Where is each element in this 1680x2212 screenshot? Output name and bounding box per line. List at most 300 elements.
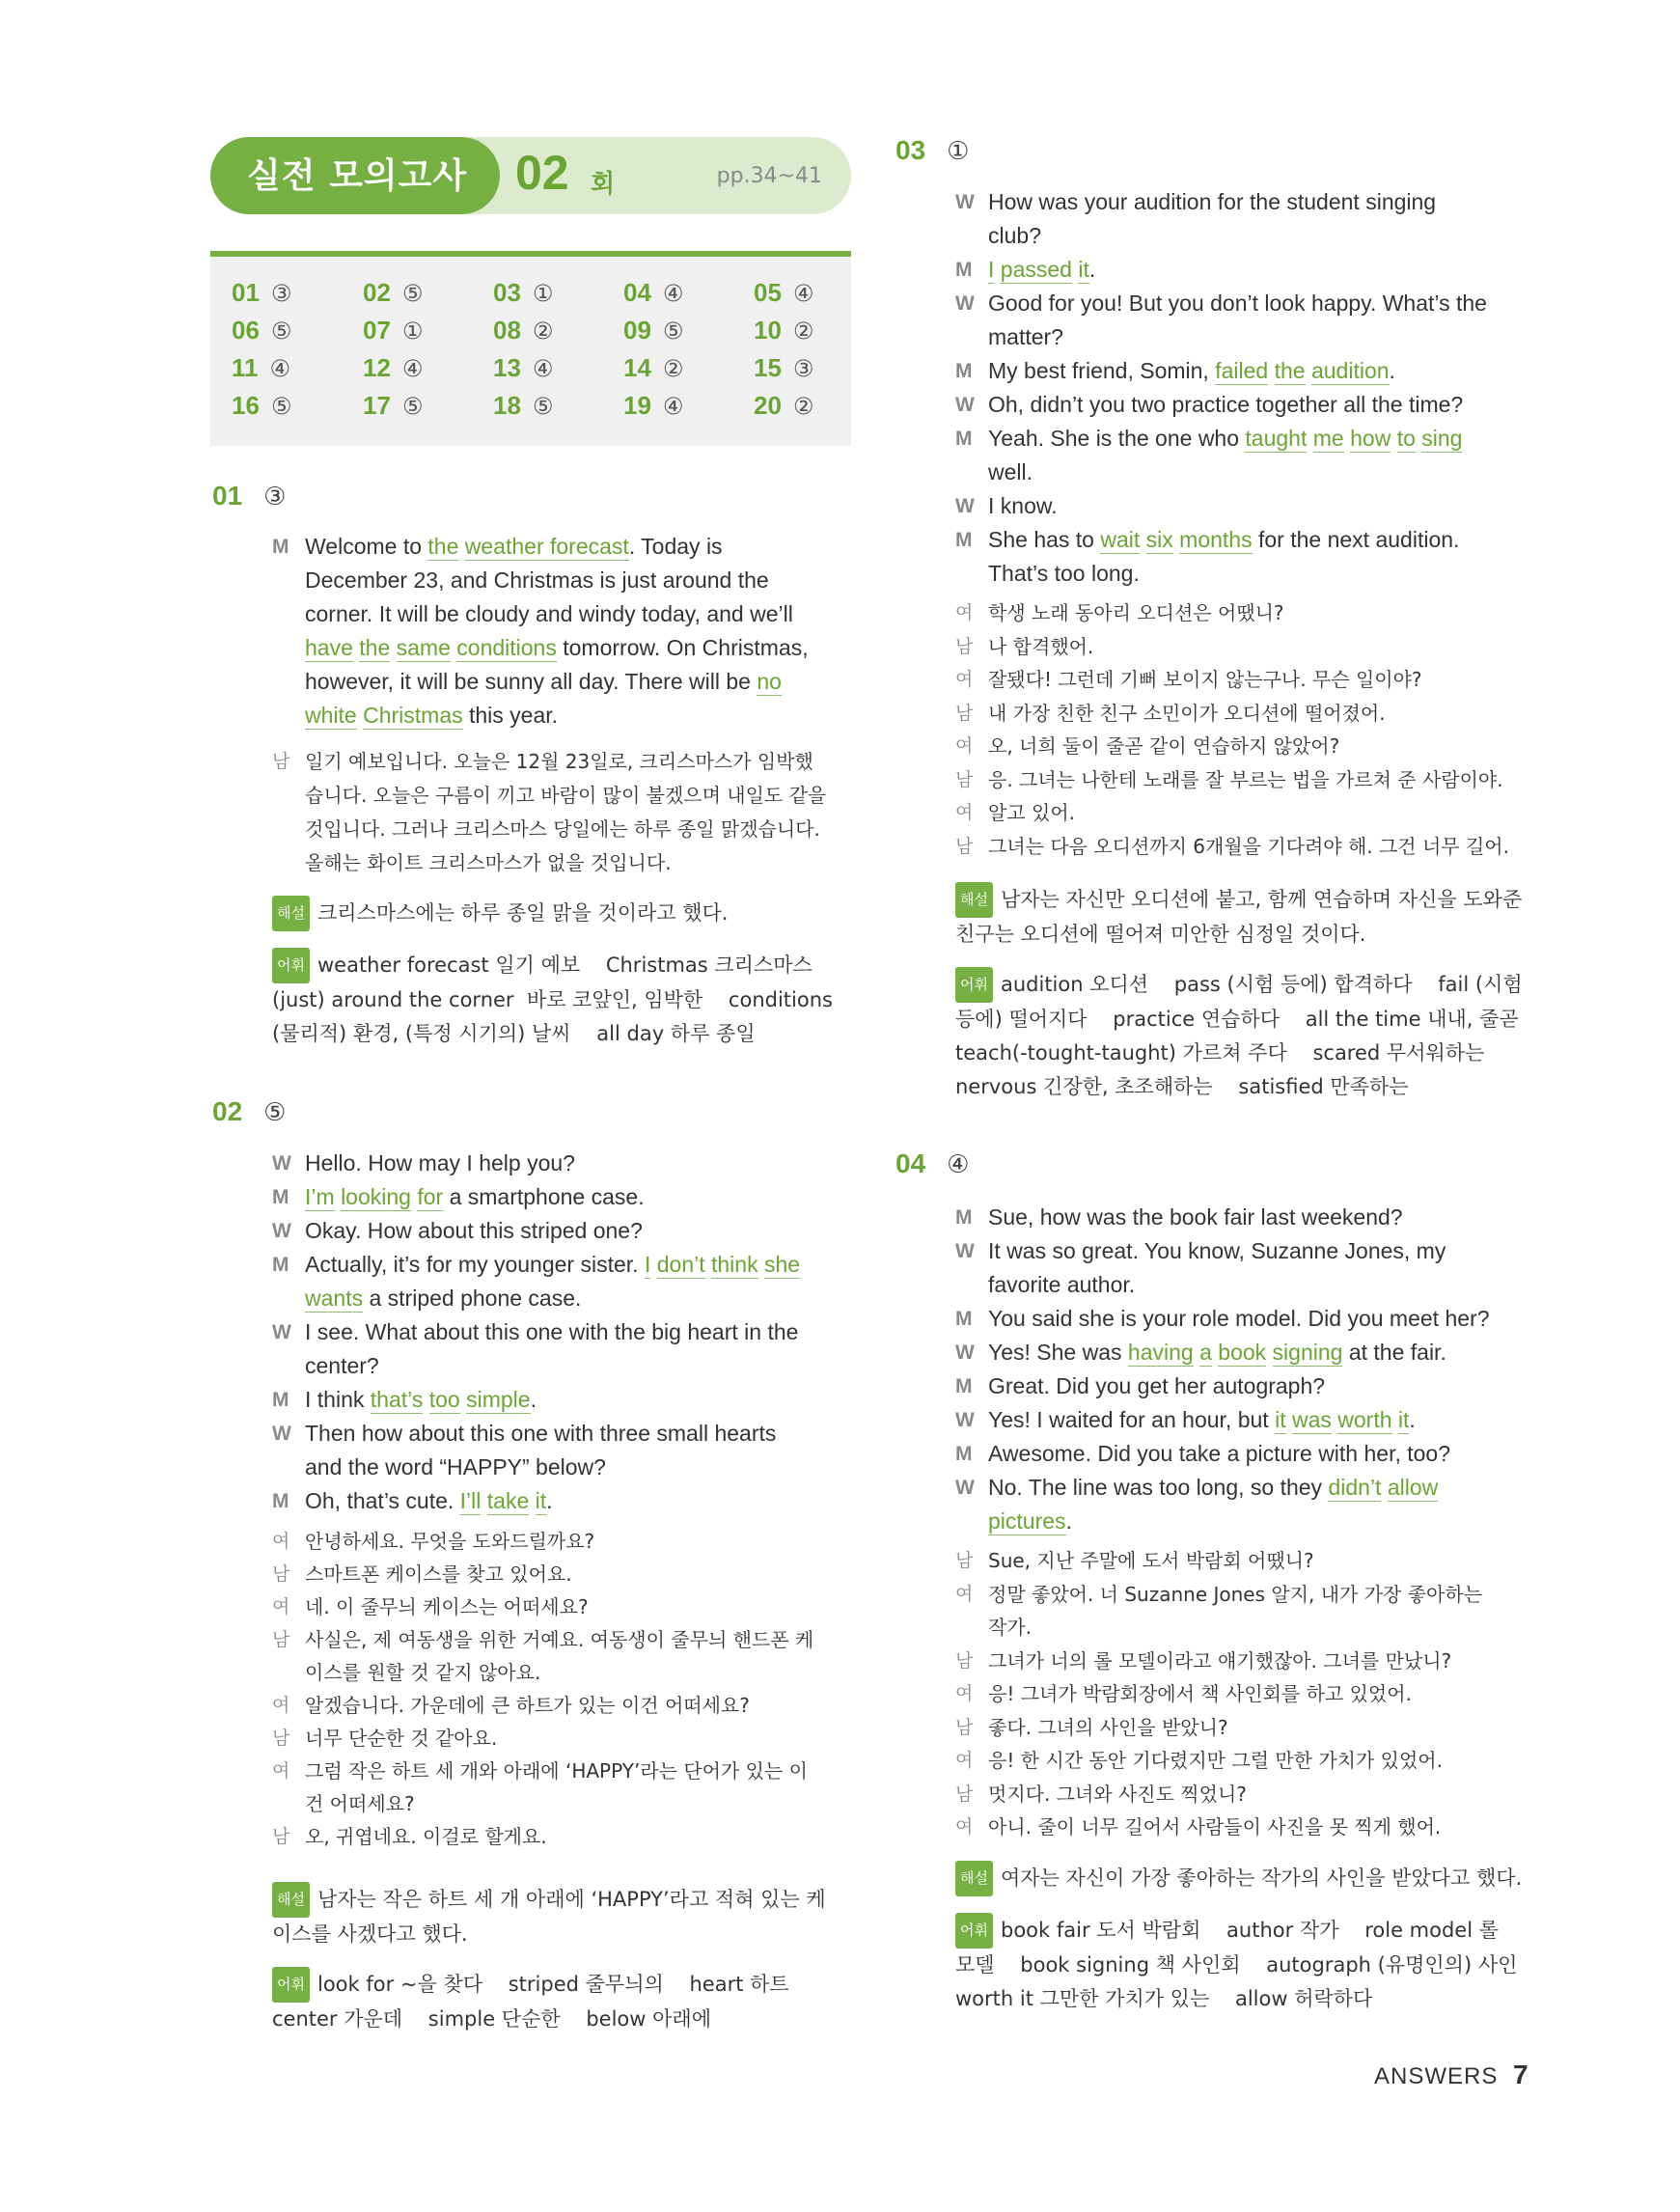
text-run xyxy=(481,1488,486,1513)
translation-text: 사실은, 제 여동생을 위한 거예요. 여동생이 줄무늬 핸드폰 케 xyxy=(305,1628,814,1651)
text-run: Oh, didn’t you two practice together all the time? xyxy=(988,392,1464,417)
translation-line xyxy=(272,1820,870,1853)
key-phrase: taught xyxy=(1245,426,1308,451)
speaker-label: M xyxy=(272,1254,289,1276)
key-phrase: it xyxy=(535,1488,547,1513)
answer-question-number: 17 xyxy=(363,391,391,420)
translation-line xyxy=(955,630,1573,664)
key-phrase: was xyxy=(1291,1407,1332,1432)
translation-line xyxy=(955,596,1573,630)
answer-choice: ③ xyxy=(792,355,814,382)
vocabulary-tag: 어휘 xyxy=(272,1967,310,2003)
dialogue-line xyxy=(955,422,1573,456)
translation-text: 응! 한 시간 동안 기다렸지만 그럴 만한 가치가 있었어. xyxy=(988,1749,1443,1772)
speaker-label-kor: 여 xyxy=(272,1695,290,1716)
answer-cell xyxy=(232,316,291,346)
dialogue-line xyxy=(955,1471,1573,1505)
speaker-label-kor: 여 xyxy=(272,1596,290,1618)
dialogue-text xyxy=(988,1234,1446,1268)
explanation-tag: 해설 xyxy=(272,1882,310,1918)
answer-choice: ① xyxy=(401,318,424,345)
answer-choice: ⑤ xyxy=(401,393,424,420)
key-phrase: me xyxy=(1312,426,1344,451)
speaker-label: M xyxy=(955,529,973,551)
key-phrase: to xyxy=(1396,426,1416,451)
dialogue-text xyxy=(988,287,1487,320)
text-run xyxy=(650,1252,656,1277)
key-phrase: worth xyxy=(1337,1407,1392,1432)
text-run: . xyxy=(530,1387,537,1412)
speaker-label-kor: 남 xyxy=(955,835,974,857)
speaker-label: W xyxy=(955,495,975,517)
translation-line xyxy=(272,1755,870,1787)
answer-cell xyxy=(623,391,683,421)
key-phrase: I xyxy=(988,257,995,282)
dialogue-text xyxy=(305,1248,800,1282)
vocabulary-line: nervous 긴장한, 초조해하는 satisfied 만족하는 xyxy=(955,1075,1409,1098)
text-run: . xyxy=(546,1488,553,1513)
translation-text: 그럼 작은 하트 세 개와 아래에 ‘HAPPY’라는 단어가 있는 이 xyxy=(305,1759,808,1783)
answer-choice: ⑤ xyxy=(270,318,292,345)
text-run: matter? xyxy=(988,324,1063,349)
vocabulary-line: (물리적) 환경, (특정 시기의) 날씨 all day 하루 종일 xyxy=(272,1022,756,1045)
dialogue-line xyxy=(955,253,1573,287)
translation-line xyxy=(955,1578,1573,1612)
q03-explanation xyxy=(955,882,1573,952)
key-phrase: six xyxy=(1145,527,1173,552)
text-run: club? xyxy=(988,223,1041,248)
speaker-label: W xyxy=(955,1341,975,1364)
vocabulary-line: 등에) 떨어지다 practice 연습하다 all the time 내내, 줄곧 xyxy=(955,1008,1519,1031)
page-range: pp.34~41 xyxy=(716,164,822,188)
key-phrase: sing xyxy=(1421,426,1463,451)
key-phrase: simple xyxy=(466,1387,531,1412)
text-run: She has to xyxy=(988,527,1101,552)
q01-vocabulary xyxy=(272,948,870,1051)
translation-line xyxy=(955,1711,1573,1745)
text-run: Hello. How may I help you? xyxy=(305,1150,575,1175)
text-run: . xyxy=(1088,257,1096,282)
speaker-label-kor: 여 xyxy=(272,1760,290,1782)
speaker-label-kor: 여 xyxy=(955,1816,974,1838)
key-phrase: no xyxy=(757,669,782,694)
key-phrase: I xyxy=(644,1252,651,1277)
vocabulary-line: weather forecast 일기 예보 Christmas 크리스마스 xyxy=(317,954,812,977)
text-run: Oh, that’s cute. xyxy=(305,1488,460,1513)
key-phrase: a xyxy=(1199,1340,1212,1365)
key-phrase: too xyxy=(428,1387,460,1412)
speaker-label-kor: 남 xyxy=(272,751,290,772)
dialogue-text xyxy=(988,1471,1438,1505)
q02-dialogue xyxy=(272,1147,870,1518)
text-run xyxy=(1140,527,1145,552)
question-02-heading xyxy=(212,1096,286,1127)
dialogue-text xyxy=(988,523,1459,557)
speaker-label: W xyxy=(272,1423,291,1445)
explanation-tag: 해설 xyxy=(955,1861,993,1896)
vocabulary-line: (just) around the corner 바로 코앞인, 임박한 conditions xyxy=(272,988,833,1011)
text-run: My best friend, Somin, xyxy=(988,358,1216,383)
text-run: . xyxy=(1409,1407,1416,1432)
speaker-label-kor: 여 xyxy=(955,1583,974,1605)
dialogue-line xyxy=(955,287,1573,320)
translation-line xyxy=(272,1558,870,1590)
speaker-label: M xyxy=(272,536,289,558)
key-phrase: allow xyxy=(1387,1475,1439,1500)
key-phrase: take xyxy=(486,1488,530,1513)
speaker-label: M xyxy=(955,259,973,281)
translation-line xyxy=(955,1677,1573,1711)
translation-line xyxy=(955,830,1573,864)
dialogue-text xyxy=(305,1315,798,1349)
translation-line xyxy=(955,1778,1573,1811)
speaker-label: M xyxy=(955,428,973,450)
explanation-text: 남자는 자신만 오디션에 붙고, 함께 연습하며 자신을 도와준 xyxy=(1000,888,1523,911)
question-answer: ① xyxy=(947,137,970,166)
dialogue-line xyxy=(272,1315,870,1349)
dialogue-text xyxy=(988,1268,1135,1302)
dialogue-line xyxy=(955,1369,1573,1403)
translation-text: 멋지다. 그녀와 사진도 찍었니? xyxy=(988,1782,1247,1806)
q01-script-paragraph xyxy=(305,530,855,733)
key-phrase: wants xyxy=(305,1286,364,1311)
translation-text: 스마트폰 케이스를 찾고 있어요. xyxy=(305,1562,572,1586)
speaker-label: W xyxy=(955,1240,975,1262)
key-phrase: don’t xyxy=(656,1252,705,1277)
answer-question-number: 18 xyxy=(493,391,521,420)
speaker-label-kor: 여 xyxy=(272,1531,290,1552)
dialogue-line xyxy=(955,219,1573,253)
dialogue-line xyxy=(272,1147,870,1180)
translation-text: 건 어떠세요? xyxy=(305,1792,415,1815)
answer-question-number: 09 xyxy=(623,316,651,345)
key-phrase: pictures xyxy=(988,1508,1066,1534)
speaker-label: W xyxy=(272,1220,291,1242)
answer-choice: ② xyxy=(662,355,684,382)
text-run: Yes! I waited for an hour, but xyxy=(988,1407,1276,1432)
text-run: Actually, it’s for my younger sister. xyxy=(305,1252,645,1277)
answer-cell xyxy=(623,316,683,346)
answer-question-number: 16 xyxy=(232,391,260,420)
speaker-label-kor: 여 xyxy=(955,1683,974,1704)
translation-text: 내 가장 친한 친구 소민이가 오디션에 떨어졌어. xyxy=(988,701,1386,725)
answer-cell xyxy=(623,278,683,308)
dialogue-text xyxy=(988,1302,1490,1336)
speaker-label: W xyxy=(955,1409,975,1431)
answer-cell xyxy=(232,278,291,308)
speaker-label: W xyxy=(955,191,975,213)
explanation-text: 여자는 자신이 가장 좋아하는 작가의 사인을 받았다고 했다. xyxy=(1000,1866,1523,1890)
answer-question-number: 05 xyxy=(754,278,782,307)
answer-choice: ② xyxy=(532,318,554,345)
vocabulary-tag: 어휘 xyxy=(955,967,993,1003)
answer-choice: ④ xyxy=(532,355,554,382)
vocabulary-tag: 어휘 xyxy=(272,948,310,983)
footer-label: ANSWERS xyxy=(1374,2063,1499,2089)
dialogue-line xyxy=(955,1336,1573,1369)
translation-text: 알겠습니다. 가운데에 큰 하트가 있는 이건 어떠세요? xyxy=(305,1694,750,1717)
dialogue-text xyxy=(305,1484,553,1518)
speaker-label: M xyxy=(272,1186,289,1208)
vocabulary-tag: 어휘 xyxy=(955,1913,993,1949)
translation-text: 이스를 원할 것 같지 않아요. xyxy=(305,1661,541,1684)
dialogue-text xyxy=(305,1451,606,1484)
key-phrase: conditions xyxy=(456,635,557,660)
answer-choice: ④ xyxy=(269,355,291,382)
answer-cell xyxy=(754,391,813,421)
question-03-heading xyxy=(895,135,969,166)
dialogue-line xyxy=(955,1403,1573,1437)
explanation-text: 이스를 사겠다고 했다. xyxy=(272,1922,468,1946)
dialogue-line xyxy=(955,1302,1573,1336)
question-04-heading xyxy=(895,1148,969,1179)
banner-title: 실전 모의고사 xyxy=(247,156,468,196)
q02-explanation xyxy=(272,1882,870,1951)
key-phrase: think xyxy=(711,1252,758,1277)
explanation-tag: 해설 xyxy=(955,882,993,918)
dialogue-line xyxy=(955,185,1573,219)
dialogue-line xyxy=(955,557,1573,591)
translation-text: 그녀는 다음 오디션까지 6개월을 기다려야 해. 그건 너무 길어. xyxy=(988,834,1509,858)
text-run: for the next audition. xyxy=(1252,527,1460,552)
key-phrase: white xyxy=(305,703,357,728)
translation-text: 정말 좋았어. 너 Suzanne Jones 알지, 내가 가장 좋아하는 xyxy=(988,1582,1483,1606)
dialogue-text xyxy=(988,489,1058,523)
translation-line xyxy=(955,663,1573,697)
answer-question-number: 06 xyxy=(232,316,260,345)
translation-text: 안녕하세요. 무엇을 도와드릴까요? xyxy=(305,1530,595,1553)
translation-text: 알고 있어. xyxy=(988,801,1075,824)
text-run: Yeah. She is the one who xyxy=(988,426,1246,451)
translation-text: 좋다. 그녀의 사인을 받았니? xyxy=(988,1715,1228,1739)
key-phrase: Christmas xyxy=(363,703,463,728)
speaker-label-kor: 남 xyxy=(955,702,974,724)
dialogue-text xyxy=(305,1417,776,1451)
text-run xyxy=(390,635,396,660)
text-run xyxy=(458,534,464,559)
answer-cell xyxy=(232,353,290,383)
text-run: . Today is xyxy=(628,534,723,559)
speaker-label-kor: 여 xyxy=(955,669,974,690)
translation-line: 올해는 화이트 크리스마스가 없을 것입니다. xyxy=(305,851,672,874)
text-run xyxy=(1392,1407,1398,1432)
answer-choice: ⑤ xyxy=(270,393,292,420)
translation-text: 잘됐다! 그런데 기뻐 보이지 않는구나. 무슨 일이야? xyxy=(988,668,1422,691)
answer-question-number: 11 xyxy=(232,353,259,382)
text-run: and the word “HAPPY” below? xyxy=(305,1454,606,1479)
text-run xyxy=(1307,426,1312,451)
translation-line: 습니다. 오늘은 구름이 끼고 바람이 많이 불겠으며 내일도 같을 xyxy=(305,784,827,807)
translation-text: 아니. 줄이 너무 길어서 사람들이 사진을 못 찍게 했어. xyxy=(988,1815,1442,1839)
answer-cell xyxy=(623,353,683,383)
answer-choice: ④ xyxy=(401,355,424,382)
dialogue-line xyxy=(955,1437,1573,1471)
speaker-label: W xyxy=(955,292,975,315)
text-run: You said she is your role model. Did you meet her? xyxy=(988,1306,1490,1331)
speaker-label: M xyxy=(955,1308,973,1330)
dialogue-text xyxy=(988,1505,1072,1538)
text-run: a smartphone case. xyxy=(443,1184,645,1209)
answer-cell xyxy=(363,278,423,308)
text-run xyxy=(1286,1407,1292,1432)
key-phrase: audition xyxy=(1310,358,1390,383)
q01-explanation xyxy=(272,896,861,931)
page-number: 7 xyxy=(1513,2060,1529,2089)
key-phrase: book xyxy=(1218,1340,1267,1365)
key-phrase: wait xyxy=(1100,527,1141,552)
dialogue-line xyxy=(955,523,1573,557)
text-run: I see. What about this one with the big heart in the xyxy=(305,1319,799,1344)
explanation-text: 남자는 작은 하트 세 개 아래에 ‘HAPPY’라고 적혀 있는 케 xyxy=(317,1888,826,1911)
speaker-label-kor: 남 xyxy=(955,1716,974,1738)
answer-cell xyxy=(754,353,813,383)
dialogue-text xyxy=(988,219,1041,253)
dialogue-line xyxy=(272,1349,870,1383)
translation-text: 그녀가 너의 롤 모델이라고 얘기했잖아. 그녀를 만났니? xyxy=(988,1648,1452,1673)
speaker-label: M xyxy=(955,360,973,382)
answer-key-grid xyxy=(210,251,851,446)
dialogue-line xyxy=(955,1268,1573,1302)
text-run: How was your audition for the student singing xyxy=(988,189,1437,214)
dialogue-text xyxy=(988,253,1095,287)
text-run: It was so great. You know, Suzanne Jones, my xyxy=(988,1238,1446,1263)
text-run: favorite author. xyxy=(988,1272,1136,1297)
answer-question-number: 08 xyxy=(493,316,521,345)
text-run: Good for you! But you don’t look happy. What’s the xyxy=(988,290,1487,316)
text-run: Sue, how was the book fair last weekend? xyxy=(988,1204,1403,1230)
speaker-label: M xyxy=(955,1375,973,1397)
answer-choice: ③ xyxy=(270,280,292,307)
text-run xyxy=(423,1387,428,1412)
dialogue-text xyxy=(305,1349,379,1383)
text-run: Great. Did you get her autograph? xyxy=(988,1373,1326,1398)
speaker-label: W xyxy=(272,1152,291,1175)
dialogue-line xyxy=(272,1383,870,1417)
question-answer: ③ xyxy=(263,483,287,512)
translation-line xyxy=(272,1590,870,1623)
dialogue-text xyxy=(305,1383,537,1417)
answer-question-number: 07 xyxy=(363,316,391,345)
answer-cell xyxy=(363,316,423,346)
text-run: Then how about this one with three small hearts xyxy=(305,1421,777,1446)
speaker-label: W xyxy=(955,1477,975,1499)
dialogue-text xyxy=(305,1282,581,1315)
key-phrase: signing xyxy=(1272,1340,1343,1365)
dialogue-text xyxy=(988,1403,1416,1437)
speaker-label-kor: 남 xyxy=(955,768,974,790)
key-phrase: that’s xyxy=(370,1387,424,1412)
text-run xyxy=(1268,358,1274,383)
answer-question-number: 19 xyxy=(623,391,651,420)
answer-cell xyxy=(754,316,813,346)
text-run: I know. xyxy=(988,493,1058,518)
test-title-banner xyxy=(210,137,851,214)
answer-cell xyxy=(232,391,291,421)
answer-cell xyxy=(363,353,423,383)
answer-cell xyxy=(754,278,813,308)
translation-text: 오, 너희 둘이 줄곧 같이 연습하지 않았어? xyxy=(988,734,1340,758)
dialogue-text xyxy=(305,1147,575,1180)
vocabulary-line: look for ~을 찾다 striped 줄무늬의 heart 하트 xyxy=(317,1973,789,1996)
key-phrase: how xyxy=(1350,426,1391,451)
speaker-label: M xyxy=(272,1389,289,1411)
text-run: Awesome. Did you take a picture with her, too? xyxy=(988,1441,1451,1466)
translation-text: 너무 단순한 것 같아요. xyxy=(305,1727,498,1750)
text-run xyxy=(1381,1475,1387,1500)
question-answer: ⑤ xyxy=(263,1098,287,1127)
q04-vocabulary xyxy=(955,1913,1573,2016)
translation-text: 네. 이 줄무늬 케이스는 어떠세요? xyxy=(305,1595,589,1618)
speaker-label: M xyxy=(272,1490,289,1512)
speaker-label-kor: 여 xyxy=(955,1750,974,1771)
text-run: however, it will be sunny all day. There will be xyxy=(305,669,757,694)
dialogue-line xyxy=(955,320,1573,354)
key-phrase: for xyxy=(417,1184,444,1209)
dialogue-line xyxy=(955,489,1573,523)
key-phrase: having xyxy=(1127,1340,1194,1365)
dialogue-text xyxy=(988,354,1395,388)
dialogue-line xyxy=(955,354,1573,388)
translation-line xyxy=(955,1611,1573,1645)
dialogue-line xyxy=(955,1201,1573,1234)
answer-question-number: 13 xyxy=(493,353,521,382)
answer-question-number: 03 xyxy=(493,278,521,307)
text-run: well. xyxy=(988,459,1033,484)
text-run: That’s too long. xyxy=(988,561,1140,586)
dialogue-line xyxy=(272,1451,870,1484)
key-phrase: the xyxy=(1274,358,1306,383)
dialogue-line xyxy=(272,1484,870,1518)
text-run: this year. xyxy=(462,703,559,728)
key-phrase: it xyxy=(1078,257,1089,282)
dialogue-text xyxy=(305,1214,643,1248)
dialogue-text xyxy=(988,1369,1325,1403)
speaker-label-kor: 남 xyxy=(955,635,974,657)
translation-line: 일기 예보입니다. 오늘은 12월 23일로, 크리스마스가 임박했 xyxy=(305,750,813,773)
dialogue-line xyxy=(955,1234,1573,1268)
speaker-label-kor: 남 xyxy=(955,1783,974,1805)
text-run xyxy=(1266,1340,1272,1365)
text-run: tomorrow. On Christmas, xyxy=(556,635,809,660)
answer-cell xyxy=(493,278,553,308)
translation-line xyxy=(955,1811,1573,1844)
text-run xyxy=(994,257,1000,282)
q02-vocabulary xyxy=(272,1967,870,2036)
speaker-label-kor: 남 xyxy=(955,1649,974,1672)
vocabulary-line: 모델 book signing 책 사인회 autograph (유명인의) 사인 xyxy=(955,1953,1518,1977)
answer-question-number: 04 xyxy=(623,278,651,307)
speaker-label: M xyxy=(955,1443,973,1465)
question-number: 02 xyxy=(212,1096,243,1126)
speaker-label: M xyxy=(955,1206,973,1229)
text-run: at the fair. xyxy=(1342,1340,1446,1365)
key-phrase: I’ll xyxy=(459,1488,482,1513)
dialogue-text xyxy=(988,185,1436,219)
speaker-label-kor: 남 xyxy=(955,1550,974,1571)
speaker-label: W xyxy=(272,1321,291,1343)
answer-choice: ② xyxy=(792,393,814,420)
dialogue-text xyxy=(988,557,1140,591)
translation-text: Sue, 지난 주말에 도서 박람회 어땠니? xyxy=(988,1549,1314,1572)
text-run xyxy=(529,1488,535,1513)
explanation-text: 친구는 오디션에 떨어져 미안한 심정일 것이다. xyxy=(955,923,1366,946)
key-phrase: weather forecast xyxy=(464,534,629,559)
speaker-label-kor: 남 xyxy=(272,1563,290,1585)
translation-text: 나 합격했어. xyxy=(988,634,1094,658)
answer-cell xyxy=(363,391,423,421)
dialogue-text xyxy=(988,388,1463,422)
vocabulary-line: center 가운데 simple 단순한 below 아래에 xyxy=(272,2007,711,2031)
